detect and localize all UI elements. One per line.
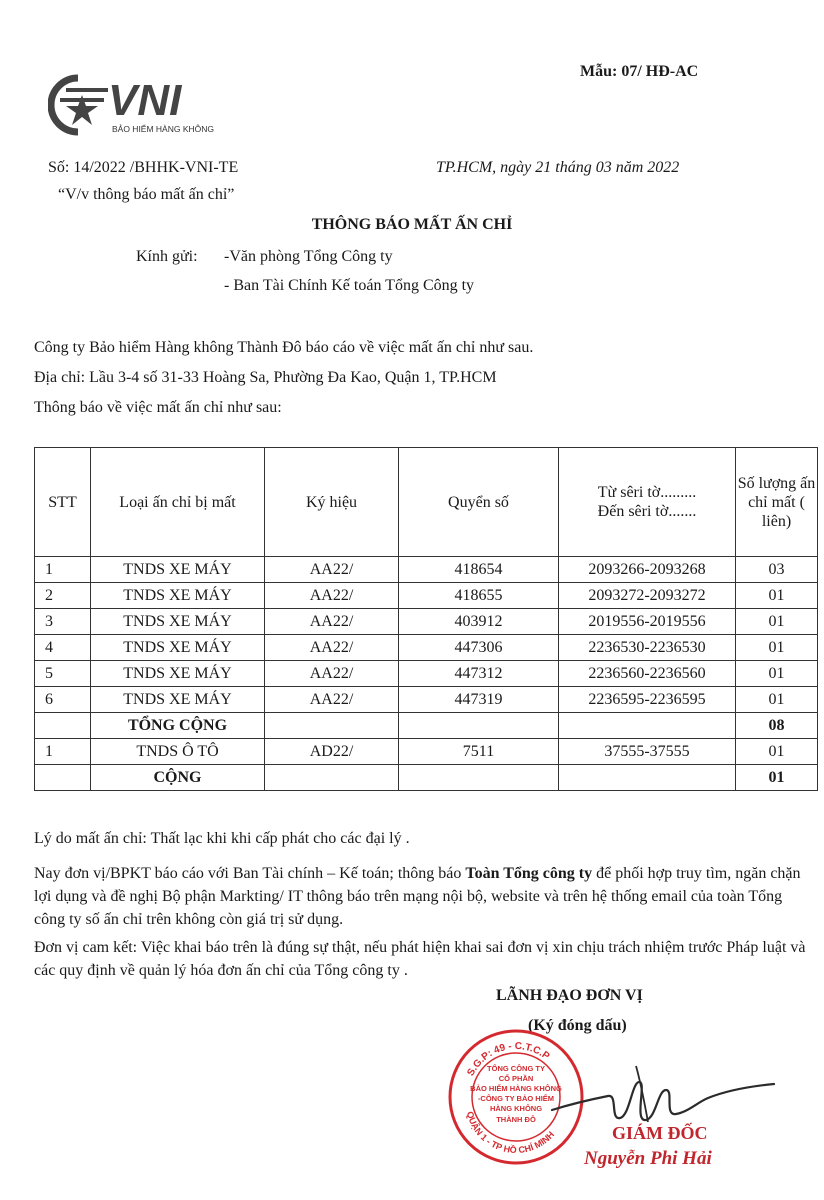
- stamp-line: THÀNH ĐÔ: [496, 1115, 536, 1124]
- cell-serial: 2093266-2093268: [559, 557, 736, 583]
- column-header: Ký hiệu: [265, 448, 399, 557]
- table-row: [35, 583, 818, 609]
- document-title: THÔNG BÁO MẤT ẤN CHỈ: [311, 216, 513, 233]
- cell-count: 01: [736, 583, 818, 609]
- form-code: Mẫu: 07/ HĐ-AC: [580, 63, 699, 80]
- signature-title: LÃNH ĐẠO ĐƠN VỊ: [496, 987, 643, 1004]
- stamp-line: HÀNG KHÔNG: [489, 1104, 543, 1113]
- cell-empty: [35, 765, 91, 791]
- document-number: Số: 14/2022 /BHHK-VNI-TE: [48, 159, 239, 176]
- cell-count: 03: [736, 557, 818, 583]
- cell-type: TNDS XE MÁY: [91, 687, 265, 713]
- cell-book: 418655: [399, 583, 559, 609]
- table-header-row: [35, 448, 818, 557]
- cell-type: TNDS XE MÁY: [91, 635, 265, 661]
- address-line: Địa chỉ: Lầu 3-4 số 31-33 Hoàng Sa, Phường Đa Kao, Quận 1, TP.HCM: [34, 369, 497, 386]
- cell-symbol: AA22/: [265, 635, 399, 661]
- stamp-ring-text: QUẬN 1 - TP HỒ CHÍ MINH: [464, 1110, 557, 1156]
- total-label: CỘNG: [91, 765, 265, 791]
- stamp-line: -CÔNG TY BẢO HIỂM: [477, 1094, 555, 1103]
- recipient-item: -Văn phòng Tổng Công ty: [224, 248, 393, 265]
- table-row: [35, 739, 818, 765]
- company-logo: [48, 70, 228, 140]
- column-header: STT: [35, 448, 91, 557]
- recipient-label: Kính gửi:: [136, 248, 198, 265]
- table-row: [35, 609, 818, 635]
- report-text: để phối hợp truy tìm, ngăn chặn lợi dụng và đề nghị Bộ phận Markting/ IT thông báo trên mạng nội bộ, website và trên hệ thống email của toàn Tổng công ty số ấn chỉ trên không còn giá trị sử dụng.: [34, 865, 801, 928]
- logo-wordmark: VNI: [108, 76, 182, 125]
- cell-type: TNDS XE MÁY: [91, 609, 265, 635]
- table-intro: Thông báo về việc mất ấn chỉ như sau:: [34, 399, 282, 416]
- cell-empty: [265, 765, 399, 791]
- cell-symbol: AA22/: [265, 687, 399, 713]
- column-header: Quyển số: [399, 448, 559, 557]
- cell-stt: 1: [35, 739, 91, 765]
- reason-line: Lý do mất ấn chỉ: Thất lạc khi khi cấp phát cho các đại lý .: [34, 830, 410, 847]
- cell-symbol: AA22/: [265, 583, 399, 609]
- cell-empty: [399, 713, 559, 739]
- subtotal-label: TỔNG CỘNG: [91, 713, 265, 739]
- cell-stt: 1: [35, 557, 91, 583]
- cell-serial: 2236595-2236595: [559, 687, 736, 713]
- table-row: [35, 557, 818, 583]
- cell-empty: [265, 713, 399, 739]
- subtotal-count: 08: [736, 713, 818, 739]
- cell-book: 447312: [399, 661, 559, 687]
- cell-symbol: AD22/: [265, 739, 399, 765]
- cell-empty: [559, 765, 736, 791]
- cell-type: TNDS XE MÁY: [91, 661, 265, 687]
- column-header: Loại ấn chỉ bị mất: [91, 448, 265, 557]
- cell-stt: 4: [35, 635, 91, 661]
- cell-count: 01: [736, 739, 818, 765]
- report-text: Nay đơn vị/BPKT báo cáo với Ban Tài chính – Kế toán; thông báo: [34, 865, 466, 882]
- cell-serial: 2093272-2093272: [559, 583, 736, 609]
- cell-type: TNDS XE MÁY: [91, 583, 265, 609]
- cell-book: 447306: [399, 635, 559, 661]
- cell-count: 01: [736, 687, 818, 713]
- cell-count: 01: [736, 661, 818, 687]
- cell-serial: 2236560-2236560: [559, 661, 736, 687]
- total-row: [35, 765, 818, 791]
- cell-empty: [399, 765, 559, 791]
- cell-stt: 2: [35, 583, 91, 609]
- cell-serial: 37555-37555: [559, 739, 736, 765]
- signer-role: GIÁM ĐỐC: [612, 1123, 708, 1143]
- cell-serial: 2236530-2236530: [559, 635, 736, 661]
- table-row: [35, 635, 818, 661]
- cell-serial: 2019556-2019556: [559, 609, 736, 635]
- logo-tagline: BẢO HIỂM HÀNG KHÔNG: [112, 124, 215, 134]
- stamp-ring-text: S.G.P: 49 - C.T.C.P: [465, 1040, 552, 1078]
- serial-to-header: Đến sêri tờ.......: [597, 503, 697, 520]
- cell-stt: 3: [35, 609, 91, 635]
- recipient-item: - Ban Tài Chính Kế toán Tổng Công ty: [224, 277, 475, 294]
- document-subject: “V/v thông báo mất ấn chỉ”: [58, 186, 235, 203]
- stamp-line: BẢO HIỂM HÀNG KHÔNG: [470, 1084, 562, 1093]
- table-row: [35, 687, 818, 713]
- subtotal-row: [35, 713, 818, 739]
- cell-book: 447319: [399, 687, 559, 713]
- report-emphasis: Toàn Tổng công ty: [465, 865, 593, 882]
- cell-type: TNDS XE MÁY: [91, 557, 265, 583]
- signer-name: Nguyễn Phi Hải: [584, 1148, 712, 1169]
- cell-symbol: AA22/: [265, 557, 399, 583]
- intro-paragraph: Công ty Bảo hiểm Hàng không Thành Đô báo cáo về việc mất ấn chỉ như sau.: [34, 339, 534, 356]
- cell-book: 403912: [399, 609, 559, 635]
- document-date: TP.HCM, ngày 21 tháng 03 năm 2022: [436, 159, 680, 176]
- cell-count: 01: [736, 609, 818, 635]
- cell-empty: [559, 713, 736, 739]
- cell-symbol: AA22/: [265, 609, 399, 635]
- cell-book: 7511: [399, 739, 559, 765]
- cell-book: 418654: [399, 557, 559, 583]
- cell-symbol: AA22/: [265, 661, 399, 687]
- column-header: Số lượng ấn chỉ mất ( liên): [736, 448, 818, 557]
- total-count: 01: [736, 765, 818, 791]
- stamp-line: TỔNG CÔNG TY: [487, 1064, 545, 1073]
- cell-stt: 6: [35, 687, 91, 713]
- cell-count: 01: [736, 635, 818, 661]
- cell-stt: 5: [35, 661, 91, 687]
- column-header: [559, 448, 736, 557]
- serial-from-header: Từ sêri tờ.........: [597, 484, 697, 501]
- signature-note: (Ký đóng dấu): [528, 1017, 627, 1034]
- cell-type: TNDS Ô TÔ: [91, 739, 265, 765]
- lost-receipts-table: [34, 447, 818, 791]
- commitment-paragraph: Đơn vị cam kết: Việc khai báo trên là đúng sự thật, nếu phát hiện khai sai đơn vị xin chịu trách nhiệm trước Pháp luật và các quy định về quản lý hóa đơn ấn chỉ của Tổng công ty .: [34, 939, 806, 979]
- table-row: [35, 661, 818, 687]
- report-paragraph: [34, 862, 810, 931]
- cell-empty: [35, 713, 91, 739]
- stamp-line: CỔ PHẦN: [498, 1074, 534, 1083]
